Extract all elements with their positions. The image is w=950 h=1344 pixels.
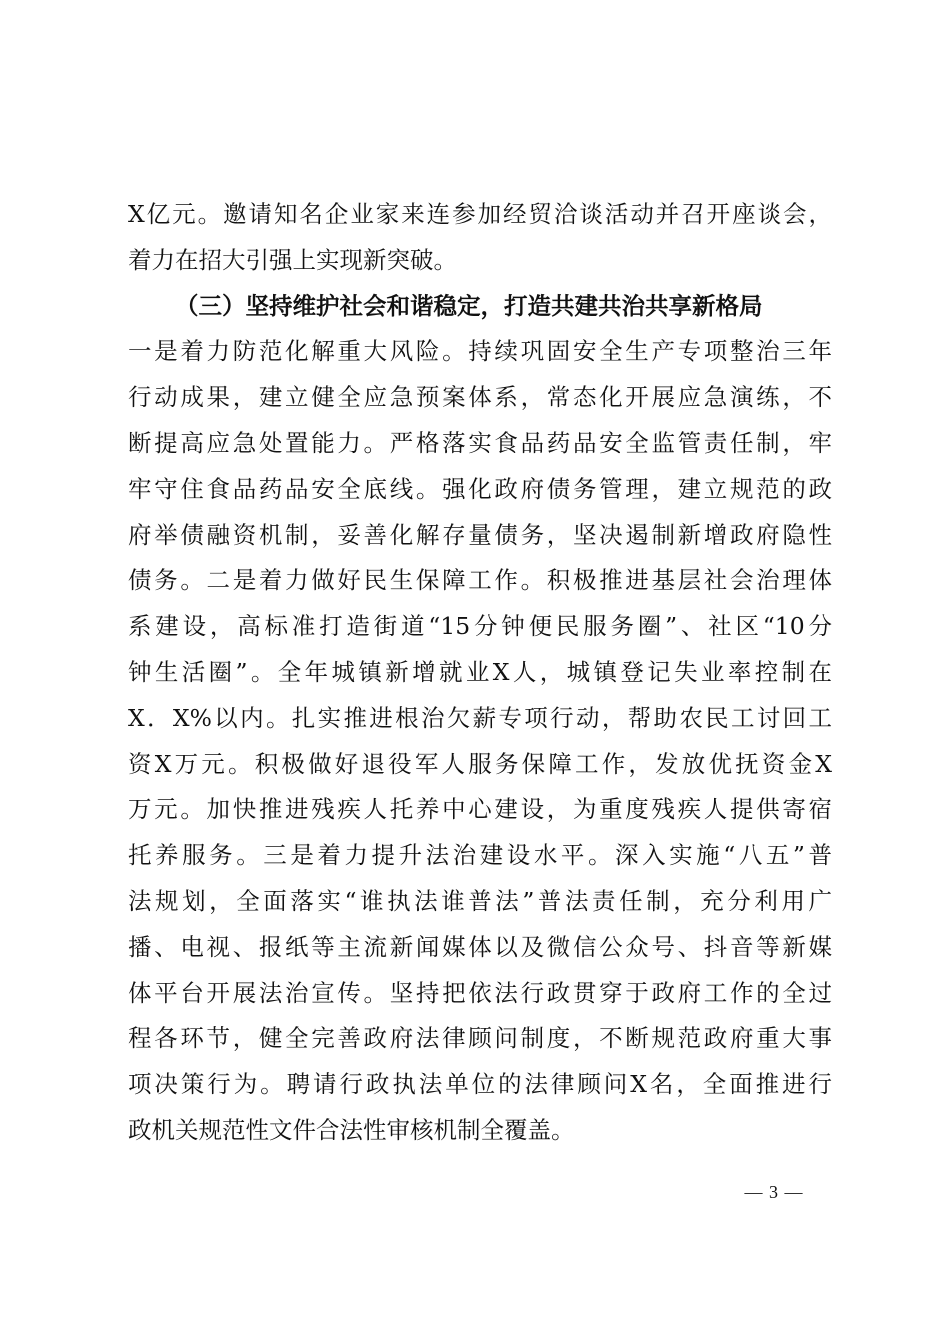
text-line: 系建设，高标准打造街道“15分钟便民服务圈”、社区“10分 (128, 612, 832, 641)
text-line: 债务。二是着力做好民生保障工作。积极推进基层社会治理体 (128, 566, 832, 595)
text-line: 着力在招大引强上实现新突破。 (128, 245, 457, 274)
text-line: 万元。加快推进残疾人托养中心建设，为重度残疾人提供寄宿 (128, 795, 832, 824)
text-line: 法规划，全面落实“谁执法谁普法”普法责任制，充分利用广 (128, 886, 832, 915)
text-line: 一是着力防范化解重大风险。持续巩固安全生产专项整治三年 (128, 337, 832, 366)
text-line: X亿元。邀请知名企业家来连参加经贸洽谈活动并召开座谈会， (128, 200, 832, 228)
text-line: X．X%以内。扎实推进根治欠薪专项行动，帮助农民工讨回工 (128, 703, 832, 732)
text-line: 政机关规范性文件合法性审核机制全覆盖。 (128, 1115, 575, 1144)
text-line: 断提高应急处置能力。严格落实食品药品安全监管责任制，牢 (128, 428, 832, 457)
text-line: 项决策行为。聘请行政执法单位的法律顾问X名，全面推进行 (128, 1070, 832, 1099)
text-line: 行动成果，建立健全应急预案体系，常态化开展应急演练，不 (128, 383, 832, 412)
text-line: 钟生活圈”。全年城镇新增就业X人，城镇登记失业率控制在 (128, 657, 832, 686)
page-number: — 3 — (744, 1182, 804, 1202)
text-line: 府举债融资机制，妥善化解存量债务，坚决遏制新增政府隐性 (128, 520, 832, 549)
section-heading: （三）坚持维护社会和谐稳定，打造共建共治共享新格局 (175, 291, 763, 320)
text-line: 托养服务。三是着力提升法治建设水平。深入实施“八五”普 (128, 841, 832, 870)
text-line: 播、电视、报纸等主流新闻媒体以及微信公众号、抖音等新媒 (128, 932, 832, 961)
document-body (128, 192, 832, 1154)
text-line: 牢守住食品药品安全底线。强化政府债务管理，建立规范的政 (128, 474, 832, 503)
text-line: 程各环节，健全完善政府法律顾问制度，不断规范政府重大事 (128, 1024, 832, 1053)
text-line: 体平台开展法治宣传。坚持把依法行政贯穿于政府工作的全过 (128, 978, 832, 1007)
text-line: 资X万元。积极做好退役军人服务保障工作，发放优抚资金X (128, 749, 832, 778)
